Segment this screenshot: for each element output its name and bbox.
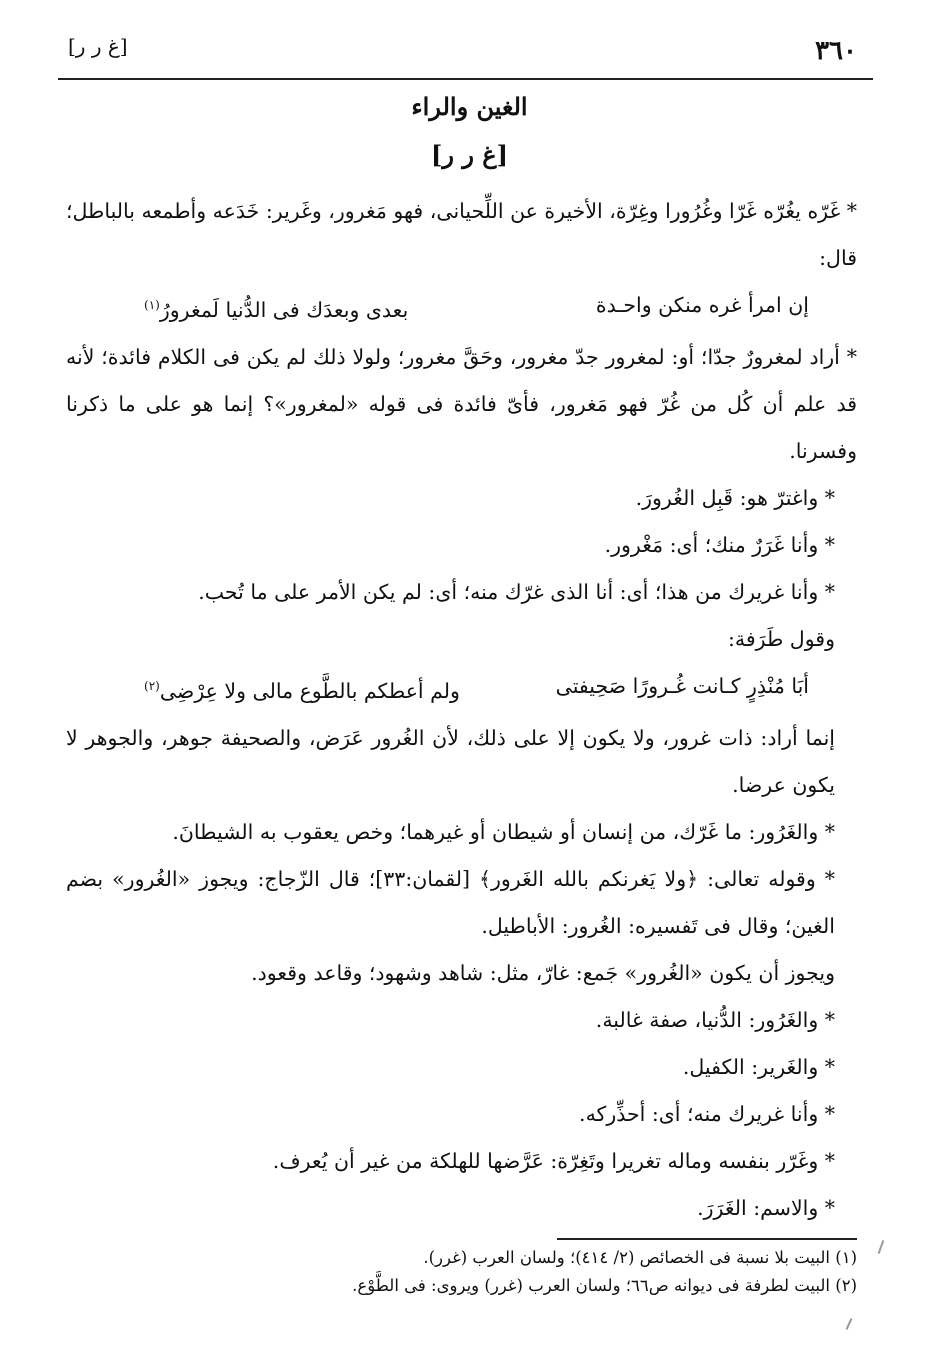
scan-mark	[878, 1240, 885, 1254]
verse-line	[66, 663, 857, 715]
paragraph: وقول طَرَفة:	[727, 626, 835, 651]
paragraph: * وقوله تعالى: ﴿ولا يَغرنكم بالله الغَرور﴾ [لقمان:٣٣]؛ قال الزّجاج: ويجوز «الغُرور» بضم الغين؛ وقال فى تَفسيره: الغُرور: الأباطيل.	[66, 866, 835, 938]
verse-hemistich-first: إن امرأ غره منكن واحـدة	[595, 293, 809, 317]
verse-hemistich-first: أبَا مُنْذِرٍ كـانت غُـرورًا صَحِيفتى	[555, 673, 809, 698]
paragraph: * والغَرير: الكفيل.	[682, 1054, 835, 1079]
paragraph: * والغَرُور: ما غَرّك، من إنسان أو شيطان أو غيرهما؛ وخص يعقوب به الشيطانَ.	[172, 819, 835, 844]
header-rule	[58, 78, 873, 80]
verse-text: ولم أعطكم بالطَّوع مالى ولا عِرْضِى	[159, 678, 460, 703]
verse-line	[66, 282, 857, 334]
footnotes	[300, 1244, 857, 1300]
footnote: (١) البيت بلا نسبة فى الخصائص (٢/ ٤١٤)؛ ولسان العرب (غرر).	[423, 1248, 857, 1267]
paragraph: * وأنا غريرك من هذا؛ أى: أنا الذى غرّك منه؛ أى: لم يكن الأمر على ما تُحب.	[198, 579, 835, 604]
footnote-ref: (١)	[144, 298, 160, 312]
footnote: (٢) البيت لطرفة فى ديوانه ص٦٦؛ ولسان العرب (غرر) ويروى: فى الطَّوْع.	[352, 1276, 857, 1295]
entry-body	[66, 188, 857, 1232]
footnote-rule	[557, 1238, 857, 1240]
paragraph: * والاسم: الغَرَرَ.	[697, 1195, 835, 1220]
scan-mark	[846, 1318, 853, 1330]
paragraph: ويجوز أن يكون «الغُرور» جَمع: غارّ، مثل: شاهد وشهود؛ وقاعد وقعود.	[251, 960, 835, 985]
verse-text: بعدى وبعدَك فى الدُّنيا لَمغرورُ	[159, 297, 409, 322]
paragraph: إنما أراد: ذات غرور، ولا يكون إلا على ذلك، لأن الغُرور عَرَض، والصحيفة جوهر، والجوهر لا يكون عرضا.	[66, 725, 835, 797]
paragraph: * والغَرُور: الدُّنيا، صفة غالبة.	[595, 1007, 835, 1032]
verse-hemistich-second	[144, 663, 460, 715]
section-title: الغين والراء	[411, 92, 528, 121]
paragraph: * وغَرّر بنفسه وماله تغريرا وتَغِرّة: عَرَّضها للهلكة من غير أن يُعرف.	[272, 1148, 835, 1173]
paragraph: * وأنا غريرك منه؛ أى: أحذِّركه.	[579, 1101, 835, 1126]
root-heading: [غ ر ر]	[431, 140, 508, 169]
paragraph: * واغترّ هو: قَبِل الغُرورَ.	[635, 485, 835, 510]
footnote-ref: (٢)	[144, 678, 160, 693]
verse-hemistich-second	[144, 282, 408, 334]
paragraph: * وأنا غَرَرٌ منك؛ أى: مَغْرور.	[604, 532, 835, 557]
running-head: [غ ر ر]	[68, 34, 128, 58]
page-number: ٣٦٠	[815, 36, 857, 66]
paragraph: * غَرّه يغُرّه غَرّا وغُرُورا وغِرّة، الأخيرة عن اللِّحيانى، فهو مَغرور، وغَرير: خَدَعه وأطمعه بالباطل؛ قال:	[66, 199, 857, 270]
paragraph: * أراد لمغرورٌ جدّا؛ أو: لمغرور جدّ مغرور، وحَقَّ مغرور؛ ولولا ذلك لم يكن فى الكلام فائدة؛ لأنه قد علم أن كُل من غُرّ فهو مَغرور، فأىّ فائدة فى قوله «لمغرور»؟ إنما هو على ما ذكرنا وفسرنا.	[66, 344, 857, 463]
